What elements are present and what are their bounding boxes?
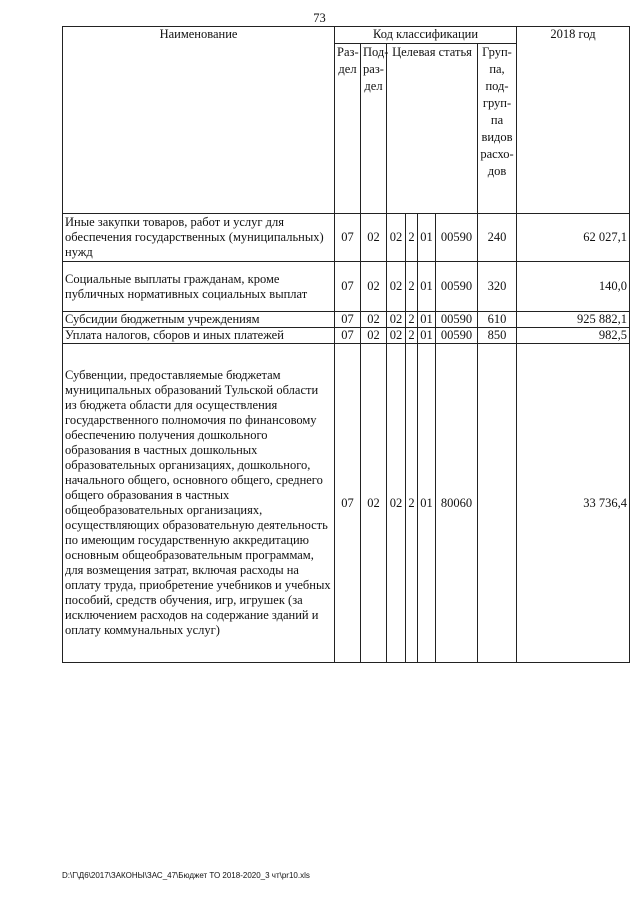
header-row-top [63,27,630,44]
row-target-4: 00590 [436,312,478,328]
row-target-1: 02 [387,312,406,328]
row-razdel: 07 [335,328,361,344]
header-group: Груп- па, под- груп- па видов расхо- дов [478,44,517,214]
table-row [63,262,630,312]
row-target-3: 01 [418,344,436,663]
row-amount: 62 027,1 [517,214,630,262]
row-amount: 982,5 [517,328,630,344]
table-row [63,328,630,344]
header-target: Целевая статья [387,44,478,214]
row-podrazdel: 02 [361,328,387,344]
row-target-2: 2 [406,214,418,262]
row-group: 240 [478,214,517,262]
header-razdel: Раз- дел [335,44,361,214]
row-amount: 925 882,1 [517,312,630,328]
table-row [63,214,630,262]
row-target-2: 2 [406,328,418,344]
budget-table [62,26,630,663]
row-target-4: 00590 [436,328,478,344]
row-group: 320 [478,262,517,312]
row-podrazdel: 02 [361,262,387,312]
row-target-1: 02 [387,328,406,344]
row-group: 850 [478,328,517,344]
row-target-2: 2 [406,344,418,663]
row-target-3: 01 [418,328,436,344]
row-podrazdel: 02 [361,312,387,328]
row-target-3: 01 [418,214,436,262]
row-target-1: 02 [387,344,406,663]
row-target-2: 2 [406,262,418,312]
row-name: Субвенции, предоставляемые бюджетам муниципальных образований Тульской области из бюджета области для осуществления государственного полномочия по финансовому обеспечению получения дошкольного образования в частных дошкольных образовательных организациях, дошкольного, начального общего, основного общего, среднего общего образования в частных общеобразовательных организациях, осуществляющих образовательную деятельность по имеющим государственную аккредитацию основным общеобразовательным программам, для возмещения затрат, включая расходы на оплату труда, приобретение учебников и учебных пособий, средств обучения, игр, игрушек (за исключением расходов на содержание зданий и оплату коммунальных услуг) [63,344,335,663]
row-name: Иные закупки товаров, работ и услуг для обеспечения государственных (муниципальных) нужд [63,214,335,262]
row-podrazdel: 02 [361,214,387,262]
row-target-2: 2 [406,312,418,328]
table-row [63,312,630,328]
row-target-3: 01 [418,312,436,328]
row-target-3: 01 [418,262,436,312]
header-code-group: Код классификации [335,27,517,44]
row-razdel: 07 [335,214,361,262]
row-razdel: 07 [335,312,361,328]
row-name: Социальные выплаты гражданам, кроме публичных нормативных социальных выплат [63,262,335,312]
row-amount: 33 736,4 [517,344,630,663]
row-group [478,344,517,663]
header-name: Наименование [63,27,335,214]
row-group: 610 [478,312,517,328]
file-path-footer: D:\Г\Д6\2017\ЗАКОНЫ\ЗАС_47\Бюджет ТО 2018-2020_3 чт\pr10.xls [62,871,310,880]
row-target-1: 02 [387,262,406,312]
row-name: Уплата налогов, сборов и иных платежей [63,328,335,344]
row-target-4: 00590 [436,262,478,312]
row-target-4: 80060 [436,344,478,663]
header-podrazdel: Под- раз- дел [361,44,387,214]
row-razdel: 07 [335,344,361,663]
row-amount: 140,0 [517,262,630,312]
page-number: 73 [313,11,326,25]
header-year: 2018 год [517,27,630,214]
row-target-1: 02 [387,214,406,262]
row-name: Субсидии бюджетным учреждениям [63,312,335,328]
row-razdel: 07 [335,262,361,312]
row-target-4: 00590 [436,214,478,262]
row-podrazdel: 02 [361,344,387,663]
table-row [63,344,630,663]
